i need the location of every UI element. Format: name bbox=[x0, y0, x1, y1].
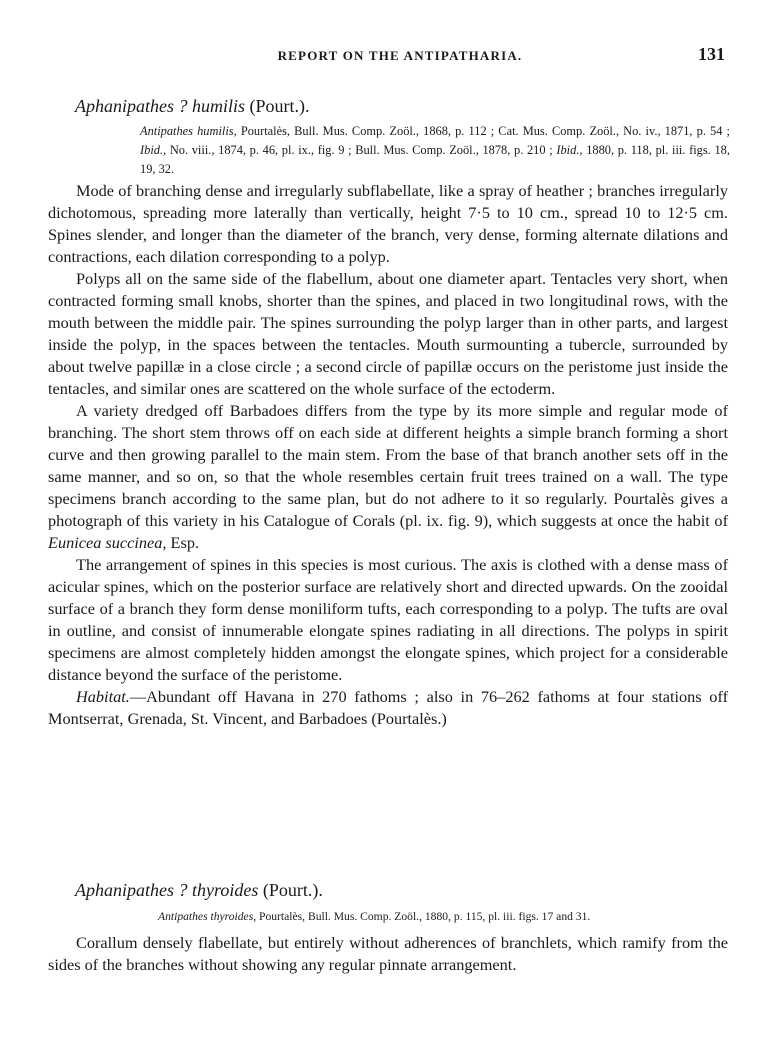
taxon-name: Eunicea succinea, bbox=[48, 533, 167, 552]
synonym-citation: Pourtalès, Bull. Mus. Comp. Zoöl., 1868, p. 112 ; Cat. Mus. Comp. Zoöl., No. iv., 1871, p. 54 ; bbox=[240, 124, 730, 138]
paragraph-variety bbox=[48, 400, 728, 554]
running-head bbox=[75, 44, 725, 68]
species-heading-humilis bbox=[75, 96, 310, 117]
paragraph-polyps: Polyps all on the same side of the flabellum, about one diameter apart. Tentacles very short, when contracted forming small knobs, shorter than the spines, and placed in two longitudinal rows, with the mouth between the middle pair. The spines surrounding the polyp larger than in other parts, and largest inside the polyp, in the spaces between the tentacles. Mouth surmounting a tubercle, surrounded by about twelve papillæ in a close circle ; a second circle of papillæ occurs on the peristome just inside the tentacles, and similar ones are scattered on the whole surface of the ectoderm. bbox=[48, 269, 728, 398]
ibid-label: Ibid., bbox=[140, 143, 167, 157]
habitat-label: Habitat. bbox=[76, 687, 130, 706]
species-author: (Pourt.). bbox=[249, 96, 310, 116]
species-genus: Aphanipathes ? bbox=[75, 880, 188, 900]
ibid-label: Ibid., bbox=[556, 143, 583, 157]
page-number: 131 bbox=[698, 44, 725, 64]
paragraph-corallum: Corallum densely flabellate, but entirely without adherences of branchlets, which ramify from the sides of the branches without showing any regular pinnate arrangement. bbox=[48, 933, 728, 974]
running-title: REPORT ON THE ANTIPATHARIA. bbox=[277, 48, 523, 63]
synonym-name: Antipathes thyroides, bbox=[158, 910, 257, 923]
synonymy-humilis bbox=[140, 122, 730, 179]
description-thyroides bbox=[48, 932, 728, 976]
habitat-text: —Abundant off Havana in 270 fathoms ; also in 76–262 fathoms at four stations off Montserrat, Grenada, St. Vincent, and Barbadoes (Pourtalès.) bbox=[48, 687, 728, 728]
synonym-name: Antipathes humilis, bbox=[140, 124, 237, 138]
synonymy-thyroides bbox=[158, 908, 713, 926]
paragraph-branching: Mode of branching dense and irregularly subflabellate, like a spray of heather ; branches irregularly dichotomous, spreading more laterally than vertically, height 7·5 to 10 cm., spread 10 to 12·5 cm. Spines slender, and longer than the diameter of the branch, very dense, forming alternate dilations and contractions, each dilation corresponding to a polyp. bbox=[48, 181, 728, 266]
species-author: (Pourt.). bbox=[262, 880, 323, 900]
synonym-citation: 1880, p. 118, pl. iii. figs. 18, 19, 32. bbox=[140, 143, 730, 176]
paragraph-variety-text: A variety dredged off Barbadoes differs from the type by its more simple and regular mode of branching. The short stem throws off on each side at different heights a simple branch forming a short curve and then growing parallel to the main stem. From the base of that branch another sets off in the same manner, and so on, so that the whole resembles certain fruit trees trained on a wall. The type specimens branch according to the same plan, but do not adhere to it so regularly. Pourtalès gives a photograph of this variety in his Catalogue of Corals (pl. ix. fig. 9), which suggests at once the habit of bbox=[48, 401, 728, 530]
synonym-citation: Pourtalès, Bull. Mus. Comp. Zoöl., 1880, p. 115, pl. iii. figs. 17 and 31. bbox=[259, 910, 591, 923]
synonym-citation: No. viii., 1874, p. 46, pl. ix., fig. 9 ; Bull. Mus. Comp. Zoöl., 1878, p. 210 ; bbox=[169, 143, 553, 157]
species-heading-thyroides bbox=[75, 880, 323, 901]
paragraph-habitat bbox=[48, 686, 728, 730]
species-genus: Aphanipathes ? bbox=[75, 96, 188, 116]
taxon-author: Esp. bbox=[170, 533, 200, 552]
species-epithet: thyroides bbox=[192, 880, 259, 900]
description-humilis bbox=[48, 180, 728, 730]
species-epithet: humilis bbox=[192, 96, 246, 116]
paragraph-spines: The arrangement of spines in this species is most curious. The axis is clothed with a dense mass of acicular spines, which on the posterior surface are relatively short and directed upwards. On the zooidal surface of a branch they form dense moniliform tufts, each corresponding to a polyp. The tufts are oval in outline, and consist of innumerable elongate spines radiating in all directions. The polyps in spirit specimens are almost completely hidden amongst the elongate spines, which project for a considerable distance beyond the surface of the peristome. bbox=[48, 555, 728, 684]
